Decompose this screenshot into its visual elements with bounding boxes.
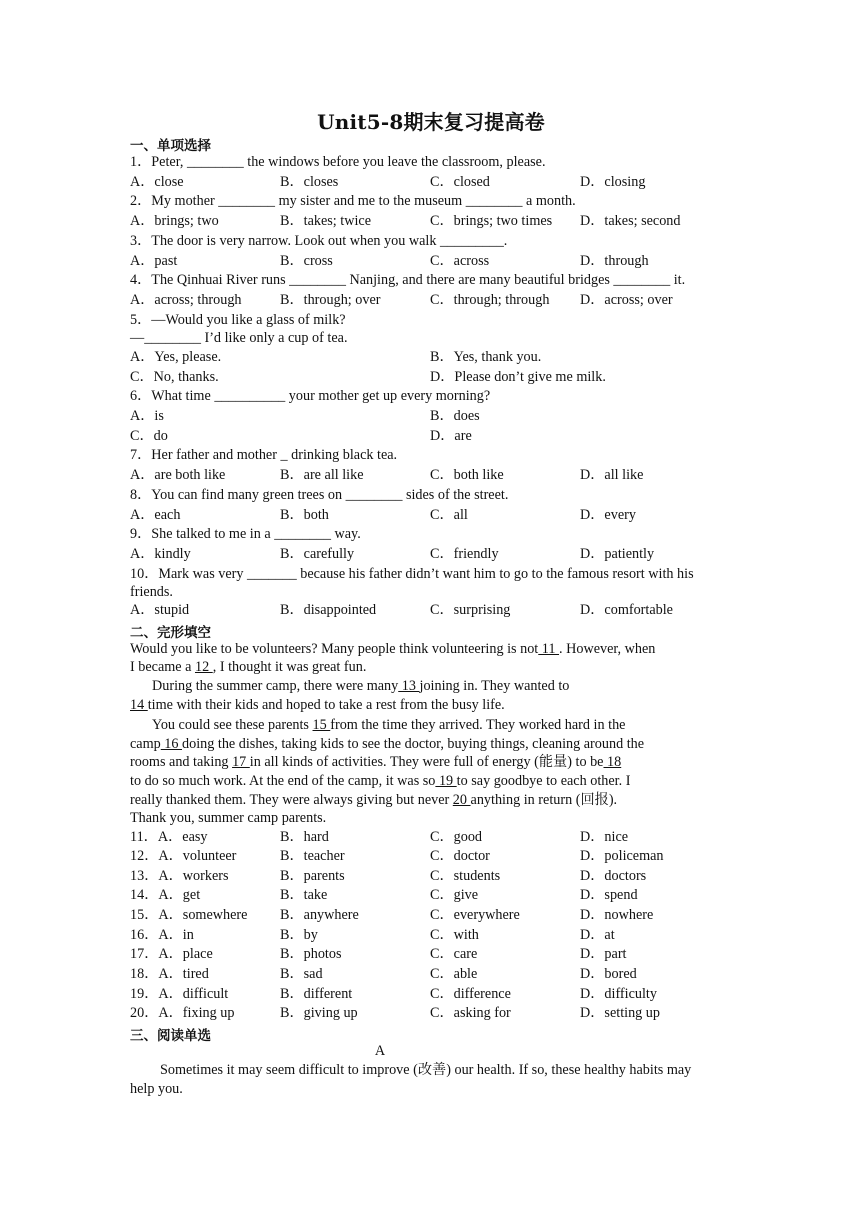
q5-option-a: A．Yes, please. xyxy=(130,349,222,365)
q3-option-c: C．across xyxy=(430,253,490,269)
cloze-text: joining in. They wanted to xyxy=(419,678,570,694)
q6-option-c: C．do xyxy=(130,428,168,444)
cloze-15-option-d: D．nowhere xyxy=(580,907,654,923)
cloze-20-option-b: B．giving up xyxy=(280,1005,358,1021)
cloze-16-option-d: D．at xyxy=(580,927,615,943)
q10-option-c: C．surprising xyxy=(430,602,511,618)
cloze-13-option-d: D．doctors xyxy=(580,868,647,884)
blank-20: 20 xyxy=(452,792,471,808)
q2-option-d: D．takes; second xyxy=(580,213,681,229)
blank-14: 14 xyxy=(130,697,148,713)
cloze-text: . However, when xyxy=(559,641,656,657)
cloze-12-option-b: B．teacher xyxy=(280,848,345,864)
q10-option-b: B．disappointed xyxy=(280,602,377,618)
blank-19: 19 xyxy=(435,773,457,789)
blank-13: 13 xyxy=(398,678,420,694)
cloze-16-option-b: B．by xyxy=(280,927,318,943)
question-5-response: —________ I’d like only a cup of tea. xyxy=(130,330,348,346)
cloze-17-option-c: C．care xyxy=(430,946,478,962)
question-10: 10．Mark was very _______ because his father didn’t want him to go to the famous resort with his xyxy=(130,566,694,582)
cloze-19-option-a: 19．A．difficult xyxy=(130,986,229,1002)
q8-option-d: D．every xyxy=(580,507,636,523)
q2-option-c: C．brings; two times xyxy=(430,213,553,229)
cloze-14-option-b: B．take xyxy=(280,887,328,903)
q4-option-d: D．across; over xyxy=(580,292,673,308)
q9-option-a: A．kindly xyxy=(130,546,191,562)
q5-option-c: C．No, thanks. xyxy=(130,369,219,385)
section-heading-cloze: 二、完形填空 xyxy=(130,625,211,641)
cloze-text: to say goodbye to each other. I xyxy=(456,773,631,789)
q8-option-a: A．each xyxy=(130,507,181,523)
cloze-line-10: Thank you, summer camp parents. xyxy=(130,810,327,826)
passage-label: A xyxy=(374,1043,386,1059)
q10-option-d: D．comfortable xyxy=(580,602,673,618)
question-6: 6．What time __________ your mother get up every morning? xyxy=(130,388,491,404)
blank-11: 11 xyxy=(538,641,560,657)
cloze-17-option-d: D．part xyxy=(580,946,627,962)
cloze-text: really thanked them. They were always giving but never xyxy=(130,792,453,808)
question-9: 9．She talked to me in a ________ way. xyxy=(130,526,361,542)
cloze-16-option-c: C．with xyxy=(430,927,479,943)
q6-option-a: A．is xyxy=(130,408,164,424)
cloze-17-option-b: B．photos xyxy=(280,946,342,962)
q3-option-d: D．through xyxy=(580,253,649,269)
q8-option-c: C．all xyxy=(430,507,468,523)
cloze-line-8 xyxy=(130,772,630,790)
q3-option-b: B．cross xyxy=(280,253,333,269)
q7-option-d: D．all like xyxy=(580,467,644,483)
cloze-15-option-a: 15．A．somewhere xyxy=(130,907,248,923)
q3-option-a: A．past xyxy=(130,253,178,269)
page-title: Unit5-8期末复习提高卷 xyxy=(317,110,545,134)
cloze-12-option-d: D．policeman xyxy=(580,848,664,864)
cloze-20-option-a: 20．A．fixing up xyxy=(130,1005,235,1021)
cloze-19-option-b: B．different xyxy=(280,986,353,1002)
cloze-19-option-d: D．difficulty xyxy=(580,986,657,1002)
section-heading-multiple-choice: 一、单项选择 xyxy=(130,138,211,154)
cloze-18-option-b: B．sad xyxy=(280,966,323,982)
cloze-line-7 xyxy=(130,753,621,771)
q9-option-d: D．patiently xyxy=(580,546,655,562)
q5-option-b: B．Yes, thank you. xyxy=(430,349,542,365)
q9-option-c: C．friendly xyxy=(430,546,499,562)
cloze-18-option-c: C．able xyxy=(430,966,478,982)
blank-16: 16 xyxy=(160,736,183,752)
cloze-line-2 xyxy=(130,658,366,676)
cloze-text: camp xyxy=(130,736,161,752)
cloze-line-3 xyxy=(130,677,569,695)
q4-option-a: A．across; through xyxy=(130,292,242,308)
question-2: 2．My mother ________ my sister and me to the museum ________ a month. xyxy=(130,193,576,209)
cloze-12-option-a: 12．A．volunteer xyxy=(130,848,237,864)
reading-paragraph-line-1: Sometimes it may seem difficult to improve (改善) our health. If so, these healthy habits may xyxy=(160,1062,692,1078)
cloze-20-option-d: D．setting up xyxy=(580,1005,660,1021)
cloze-line-4 xyxy=(130,696,505,714)
cloze-13-option-a: 13．A．workers xyxy=(130,868,229,884)
q2-option-a: A．brings; two xyxy=(130,213,219,229)
cloze-14-option-a: 14．A．get xyxy=(130,887,201,903)
cloze-18-option-d: D．bored xyxy=(580,966,637,982)
cloze-14-option-d: D．spend xyxy=(580,887,638,903)
question-8: 8．You can find many green trees on ________ sides of the street. xyxy=(130,487,509,503)
q1-option-c: C．closed xyxy=(430,174,490,190)
cloze-line-9 xyxy=(130,791,617,809)
q6-option-d: D．are xyxy=(430,428,472,444)
question-5: 5．—Would you like a glass of milk? xyxy=(130,312,346,328)
q7-option-c: C．both like xyxy=(430,467,504,483)
q10-option-a: A．stupid xyxy=(130,602,190,618)
question-1: 1．Peter, ________ the windows before you leave the classroom, please. xyxy=(130,154,546,170)
cloze-14-option-c: C．give xyxy=(430,887,479,903)
blank-17: 17 xyxy=(232,754,250,770)
q1-option-b: B．closes xyxy=(280,174,339,190)
cloze-text: from the time they arrived. They worked hard in the xyxy=(330,717,626,733)
cloze-13-option-c: C．students xyxy=(430,868,501,884)
cloze-line-6 xyxy=(130,735,644,753)
cloze-11-option-b: B．hard xyxy=(280,829,329,845)
q2-option-b: B．takes; twice xyxy=(280,213,372,229)
cloze-13-option-b: B．parents xyxy=(280,868,345,884)
reading-paragraph-line-2: help you. xyxy=(130,1081,183,1097)
q5-option-d: D．Please don’t give me milk. xyxy=(430,369,606,385)
cloze-text: During the summer camp, there were many xyxy=(152,678,399,694)
cloze-18-option-a: 18．A．tired xyxy=(130,966,209,982)
cloze-20-option-c: C．asking for xyxy=(430,1005,511,1021)
q4-option-b: B．through; over xyxy=(280,292,381,308)
cloze-line-1 xyxy=(130,640,655,658)
cloze-text: anything in return (回报). xyxy=(470,792,618,808)
q7-option-a: A．are both like xyxy=(130,467,226,483)
q9-option-b: B．carefully xyxy=(280,546,355,562)
q1-option-d: D．closing xyxy=(580,174,646,190)
blank-15: 15 xyxy=(312,717,331,733)
cloze-text: doing the dishes, taking kids to see the doctor, buying things, cleaning around the xyxy=(182,736,645,752)
question-4: 4．The Qinhuai River runs ________ Nanjing, and there are many beautiful bridges ________ it. xyxy=(130,272,686,288)
cloze-11-option-d: D．nice xyxy=(580,829,629,845)
cloze-text: , I thought it was great fun. xyxy=(212,659,367,675)
cloze-11-option-a: 11．A．easy xyxy=(130,829,208,845)
cloze-text: rooms and taking xyxy=(130,754,233,770)
question-10-cont: friends. xyxy=(130,584,173,600)
cloze-16-option-a: 16．A．in xyxy=(130,927,194,943)
q6-option-b: B．does xyxy=(430,408,480,424)
blank-12: 12 xyxy=(194,659,213,675)
cloze-15-option-c: C．everywhere xyxy=(430,907,520,923)
cloze-text: You could see these parents xyxy=(152,717,313,733)
cloze-text: in all kinds of activities. They were full of energy (能量) to be xyxy=(249,754,604,770)
q4-option-c: C．through; through xyxy=(430,292,550,308)
question-3: 3．The door is very narrow. Look out when you walk _________. xyxy=(130,233,508,249)
cloze-text: time with their kids and hoped to take a rest from the busy life. xyxy=(147,697,505,713)
section-heading-reading: 三、阅读单选 xyxy=(130,1028,211,1044)
cloze-15-option-b: B．anywhere xyxy=(280,907,359,923)
cloze-text: Would you like to be volunteers? Many people think volunteering is not xyxy=(130,641,539,657)
cloze-19-option-c: C．difference xyxy=(430,986,511,1002)
q1-option-a: A．close xyxy=(130,174,184,190)
question-7: 7．Her father and mother _ drinking black tea. xyxy=(130,447,398,463)
cloze-text: I became a xyxy=(130,659,195,675)
cloze-text: to do so much work. At the end of the camp, it was so xyxy=(130,773,436,789)
cloze-11-option-c: C．good xyxy=(430,829,483,845)
q7-option-b: B．are all like xyxy=(280,467,364,483)
cloze-17-option-a: 17．A．place xyxy=(130,946,213,962)
cloze-12-option-c: C．doctor xyxy=(430,848,490,864)
q8-option-b: B．both xyxy=(280,507,329,523)
cloze-line-5 xyxy=(130,716,625,734)
blank-18: 18 xyxy=(603,754,622,770)
